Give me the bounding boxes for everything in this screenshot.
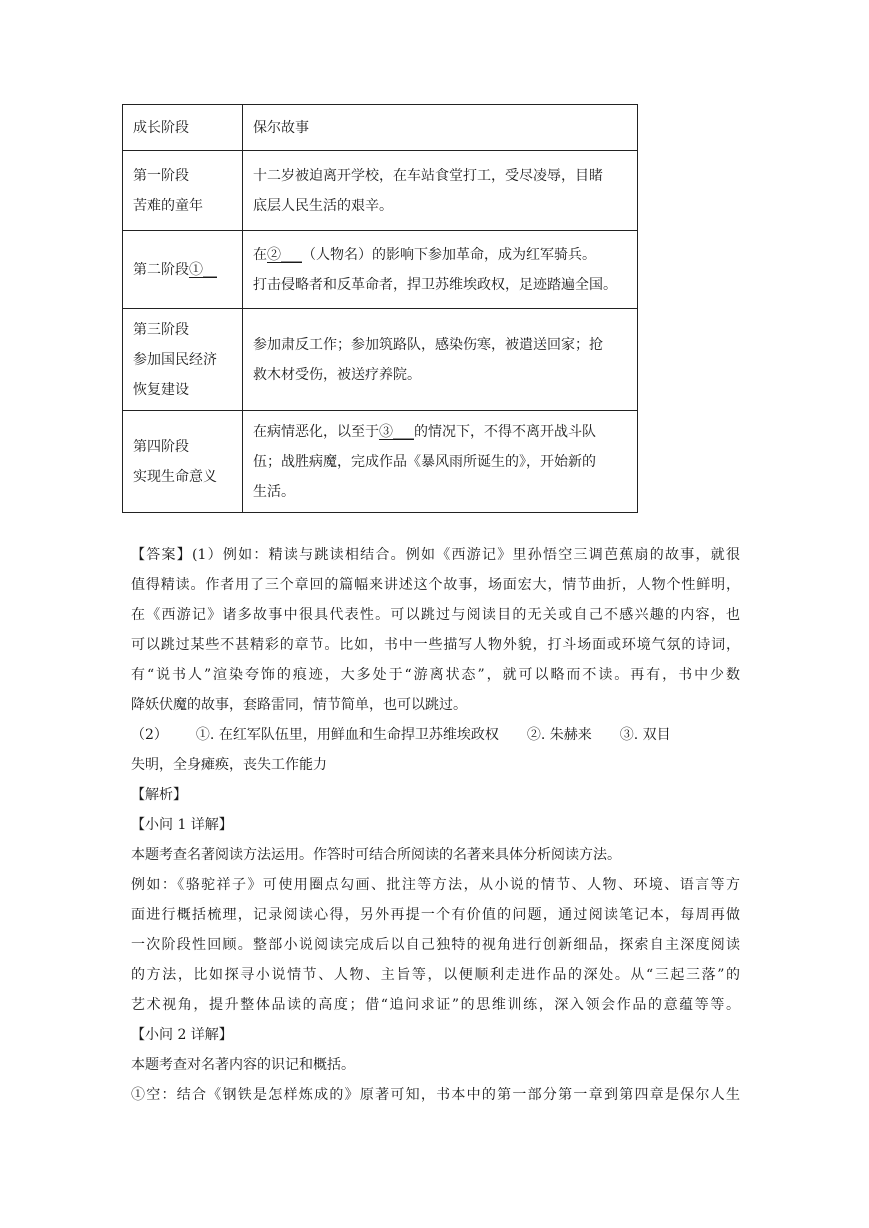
stage-cell — [123, 151, 243, 231]
q2-heading: 【小问 2 详解】 — [131, 1027, 233, 1043]
story-line: 十二岁被迫离开学校，在车站食堂打工，受尽凌辱，目睹 — [253, 167, 603, 184]
story-cell — [243, 309, 638, 411]
blank-2: ②___ — [267, 246, 302, 263]
story-line: 打击侵略者和反革命者，捍卫苏维埃政权，足迹踏遍全国。 — [253, 276, 617, 293]
story-line — [253, 240, 627, 270]
answer-line: 失明，全身瘫痪，丧失工作能力 — [131, 757, 327, 773]
story-cell — [243, 411, 638, 513]
story-prefix: 在 — [253, 246, 267, 263]
stage-line: 实现生命意义 — [133, 468, 217, 485]
blank-3: ③___ — [379, 423, 414, 440]
answer-part2-line — [131, 720, 740, 750]
story-line: 底层人民生活的艰辛。 — [253, 197, 393, 214]
growth-stages-table — [122, 104, 638, 513]
part2-item-1: ①. 在红军队伍里，用鲜血和生命捍卫苏维埃政权 — [195, 727, 499, 743]
stage-line: 参加国民经济 — [133, 351, 217, 368]
answer-line: 降妖伏魔的故事，套路雷同，情节简单，也可以跳过。 — [131, 697, 467, 713]
answer-line: 在《西游记》诸多故事中很具代表性。可以跳过与阅读目的无关或自己不感兴趣的内容，也 — [131, 607, 740, 623]
stage-line: 恢复建设 — [133, 381, 189, 398]
story-suffix: （人物名）的影响下参加革命，成为红军骑兵。 — [302, 246, 596, 263]
story-prefix: 在病情恶化，以至于 — [253, 423, 379, 440]
analysis-line: 例如：《骆驼祥子》可使用圈点勾画、批注等方法，从小说的情节、人物、环境、语言等方 — [131, 877, 740, 893]
analysis-heading: 【解析】 — [131, 787, 187, 803]
analysis-line: 一次阶段性回顾。整部小说阅读完成后以自己独特的视角进行创新细品，探索自主深度阅读 — [131, 937, 740, 953]
answer-line: 有“说书人”渲染夸饰的痕迹，大多处于“游离状态”，就可以略而不读。再有，书中少数 — [131, 667, 740, 683]
story-line: 伍；战胜病魔，完成作品《暴风雨所诞生的》，开始新的 — [253, 453, 596, 470]
stage-cell — [123, 231, 243, 309]
stage-prefix: 第二阶段 — [133, 261, 189, 278]
part2-label: （2） — [131, 727, 168, 743]
table-row — [123, 151, 638, 231]
analysis-line: 本题考查名著阅读方法运用。作答时可结合所阅读的名著来具体分析阅读方法。 — [131, 847, 621, 863]
story-line: 生活。 — [253, 483, 295, 500]
analysis-line: 本题考查对名著内容的识记和概括。 — [131, 1057, 355, 1073]
answer-analysis-text — [131, 540, 740, 1110]
stage-cell — [123, 411, 243, 513]
story-line: 参加肃反工作；参加筑路队，感染伤寒，被遣送回家；抢 — [253, 336, 603, 353]
header-story-cell: 保尔故事 — [243, 105, 638, 151]
table-row — [123, 231, 638, 309]
answer-line: 值得精读。作者用了三个章回的篇幅来讲述这个故事，场面宏大，情节曲折，人物个性鲜明， — [131, 577, 740, 593]
blank-1: ①__ — [189, 261, 217, 278]
q1-heading: 【小问 1 详解】 — [131, 817, 233, 833]
story-line — [253, 417, 627, 447]
story-line: 救木材受伤，被送疗养院。 — [253, 366, 421, 383]
story-cell — [243, 151, 638, 231]
stage-line — [133, 255, 232, 285]
part2-item-2: ②. 朱赫来 — [526, 727, 592, 743]
table-row — [123, 309, 638, 411]
stage-line: 第三阶段 — [133, 321, 189, 338]
stage-cell — [123, 309, 243, 411]
stage-line: 第一阶段 — [133, 167, 189, 184]
stage-line: 第四阶段 — [133, 438, 189, 455]
answer-line: 可以跳过某些不甚精彩的章节。比如，书中一些描写人物外貌，打斗场面或环境气氛的诗词， — [131, 637, 740, 653]
story-suffix: 的情况下，不得不离开战斗队 — [414, 423, 596, 440]
analysis-line: 的方法，比如探寻小说情节、人物、主旨等，以便顺利走进作品的深处。从“三起三落”的 — [131, 967, 740, 983]
story-cell — [243, 231, 638, 309]
analysis-line: 艺术视角，提升整体品读的高度；借“追问求证”的思维训练，深入领会作品的意蕴等等。 — [131, 997, 740, 1013]
stage-line: 苦难的童年 — [133, 197, 203, 214]
analysis-line: ①空：结合《钢铁是怎样炼成的》原著可知，书本中的第一部分第一章到第四章是保尔人生 — [131, 1087, 740, 1103]
analysis-line: 面进行概括梳理，记录阅读心得，另外再提一个有价值的问题，通过阅读笔记本，每周再做 — [131, 907, 740, 923]
table-header-row — [123, 105, 638, 151]
header-stage-cell: 成长阶段 — [123, 105, 243, 151]
table-row — [123, 411, 638, 513]
answer-line: 【答案】(1）例如：精读与跳读相结合。例如《西游记》里孙悟空三调芭蕉扇的故事，就很 — [131, 547, 740, 563]
part2-item-3: ③. 双目 — [619, 727, 671, 743]
